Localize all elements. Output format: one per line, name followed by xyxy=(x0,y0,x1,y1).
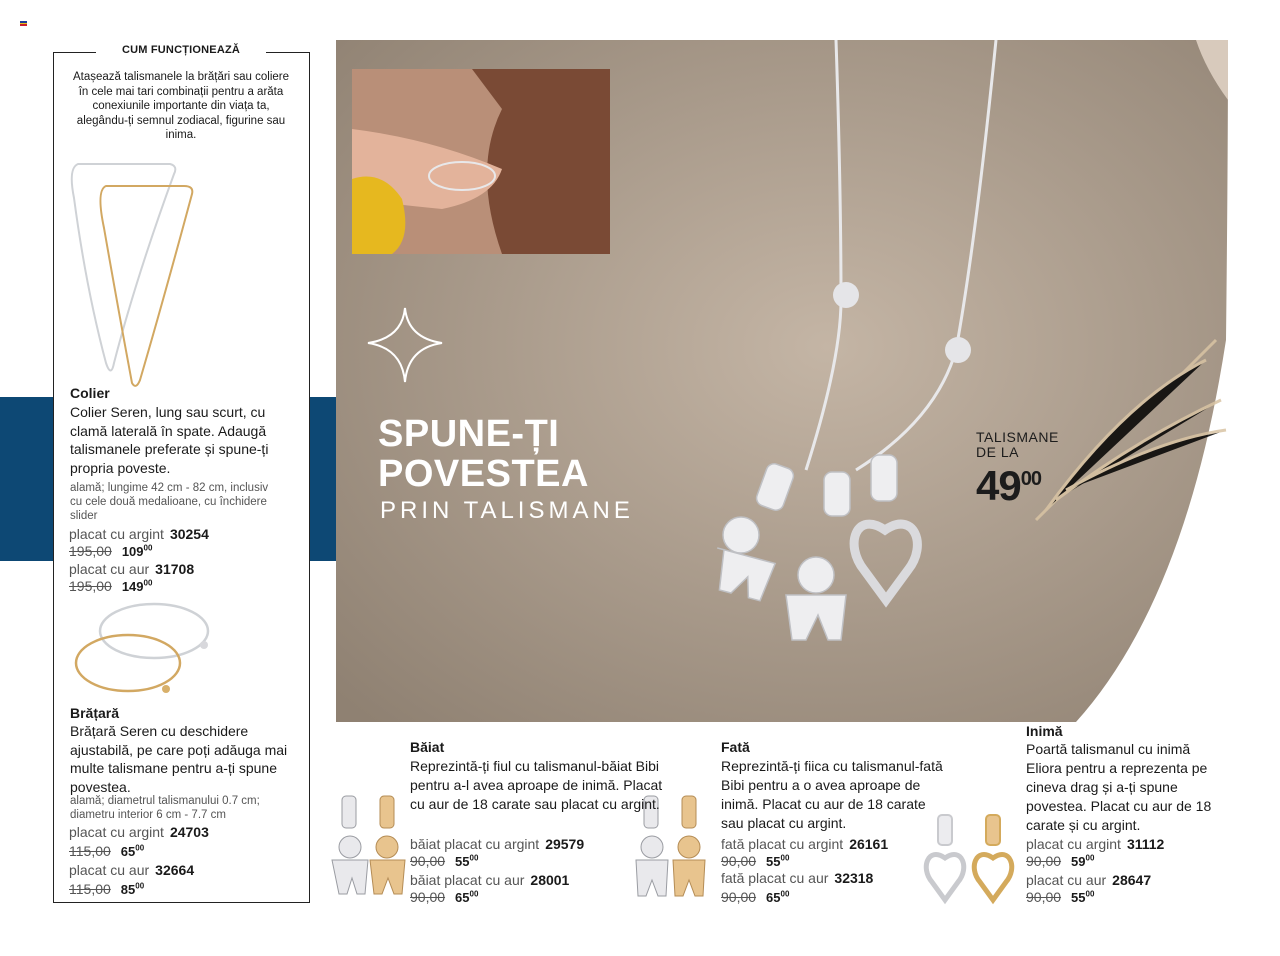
how-it-works-title: CUM FUNCȚIONEAZĂ xyxy=(96,44,266,56)
flag-icon xyxy=(20,21,27,26)
colier-variant-gold xyxy=(69,561,194,577)
colier-variant-silver xyxy=(69,526,209,542)
new-price: $65^{00}$ xyxy=(455,889,479,905)
boy-charms-image xyxy=(330,792,410,910)
bratara-description: Brățară Seren cu deschidere ajustabilă, pe care poți adăuga mai multe talismane pentru a-ți spune povestea. xyxy=(70,723,288,795)
hero-title-line1: SPUNE-ȚI xyxy=(378,413,560,455)
baiat-description: Reprezintă-ți fiul cu talismanul-băiat Bibi pentru a-l avea aproape de inimă. Placat cu aur de 18 carate sau placat cu argint. xyxy=(410,758,663,812)
colier-price-silver xyxy=(69,543,152,561)
new-price: $85^{00}$ xyxy=(120,881,145,897)
hero-title-line2: POVESTEA xyxy=(378,453,589,495)
colier-title: Colier xyxy=(70,385,110,401)
old-price: 195,00 xyxy=(69,543,112,559)
price-from-value: $49^{00}$ xyxy=(976,462,1041,509)
old-price: 115,00 xyxy=(69,843,111,859)
bratara-title: Brățară xyxy=(70,705,120,721)
bratara-price-gold xyxy=(69,881,144,899)
variant-label: placat cu aur xyxy=(1026,872,1107,888)
fata-variant-silver xyxy=(721,836,888,852)
bratara-variant-gold xyxy=(69,862,194,878)
inima-description: Poartă talismanul cu inimă Eliora pentru a reprezenta pe cineva drag și a-ți spune povestea. Placat cu aur de 18 carate și cu argint. xyxy=(1026,741,1212,833)
baiat-price-silver xyxy=(410,853,478,871)
fata-price-silver xyxy=(721,853,789,871)
inima-variant-silver xyxy=(1026,836,1164,852)
product-code: 29579 xyxy=(545,836,585,852)
inima-price-gold xyxy=(1026,889,1094,907)
variant-label: placat cu aur xyxy=(69,561,150,577)
product-code: 32318 xyxy=(834,870,874,886)
variant-label: băiat placat cu argint xyxy=(410,836,540,852)
baiat-variant-silver xyxy=(410,836,584,852)
bracelet-image xyxy=(66,597,216,707)
baiat-price-gold xyxy=(410,889,478,907)
old-price: 115,00 xyxy=(69,881,111,897)
hero-subtitle: PRIN TALISMANE xyxy=(380,497,634,524)
inima-variant-gold xyxy=(1026,872,1151,888)
new-price: $55^{00}$ xyxy=(1071,889,1095,905)
variant-label: fată placat cu aur xyxy=(721,870,829,886)
old-price: 90,00 xyxy=(721,853,757,869)
product-code: 24703 xyxy=(169,824,209,840)
bratara-spec: alamă; diametrul talismanului 0.7 cm; diametru interior 6 cm - 7.7 cm xyxy=(70,795,260,821)
variant-label: placat cu aur xyxy=(69,862,150,878)
price-from-line2: DE LA xyxy=(976,444,1019,460)
product-code: 31112 xyxy=(1126,836,1165,852)
bratara-price-silver xyxy=(69,843,144,861)
new-price: $149^{00}$ xyxy=(121,578,153,594)
fata-variant-gold xyxy=(721,870,873,886)
old-price: 90,00 xyxy=(1026,853,1062,869)
inima-price-silver xyxy=(1026,853,1094,871)
new-price: $65^{00}$ xyxy=(120,843,145,859)
new-price: $59^{00}$ xyxy=(1071,853,1095,869)
variant-label: placat cu argint xyxy=(69,526,164,542)
variant-label: băiat placat cu aur xyxy=(410,872,525,888)
price-from-line1: TALISMANE xyxy=(976,429,1059,445)
how-it-works-text: Atașează talismanele la brățări sau coliere în cele mai tari combinații pentru a arăta conexiunile importante din viața ta, alegându-ți semnul zodiacal, figurine sau inima. xyxy=(72,71,290,141)
variant-label: placat cu argint xyxy=(69,824,164,840)
product-code: 30254 xyxy=(169,526,209,542)
new-price: $109^{00}$ xyxy=(121,543,153,559)
product-code: 32664 xyxy=(155,862,195,878)
old-price: 195,00 xyxy=(69,578,112,594)
variant-label: fată placat cu argint xyxy=(721,836,844,852)
fata-title: Fată xyxy=(721,739,750,755)
new-price: $55^{00}$ xyxy=(455,853,479,869)
new-price: $55^{00}$ xyxy=(766,853,790,869)
price-from-label xyxy=(976,430,1059,460)
necklace-image xyxy=(66,158,206,390)
variant-label: placat cu argint xyxy=(1026,836,1121,852)
product-code: 26161 xyxy=(849,836,889,852)
product-code: 31708 xyxy=(155,561,195,577)
fata-price-gold xyxy=(721,889,789,907)
fata-description: Reprezintă-ți fiica cu talismanul-fată Bibi pentru a o avea aproape de inimă. Placat cu aur de 18 carate sau placat cu argint. xyxy=(721,758,943,831)
product-code: 28647 xyxy=(1112,872,1152,888)
baiat-variant-gold xyxy=(410,872,569,888)
old-price: 90,00 xyxy=(721,889,757,905)
old-price: 90,00 xyxy=(410,889,446,905)
bratara-variant-silver xyxy=(69,824,209,840)
baiat-title: Băiat xyxy=(410,739,445,755)
colier-spec: alamă; lungime 42 cm - 82 cm, inclusiv cu cele două medalioane, cu închidere slider xyxy=(70,482,269,522)
new-price: $65^{00}$ xyxy=(766,889,790,905)
colier-price-gold xyxy=(69,578,152,596)
old-price: 90,00 xyxy=(410,853,446,869)
hero-title xyxy=(378,414,589,494)
model-wrist-image xyxy=(352,69,610,254)
inima-title: Inimă xyxy=(1026,723,1063,739)
colier-description: Colier Seren, lung sau scurt, cu clamă laterală în spate. Adaugă talismanele preferate și spune-ți propria poveste. xyxy=(70,404,269,476)
old-price: 90,00 xyxy=(1026,889,1062,905)
product-code: 28001 xyxy=(530,872,570,888)
